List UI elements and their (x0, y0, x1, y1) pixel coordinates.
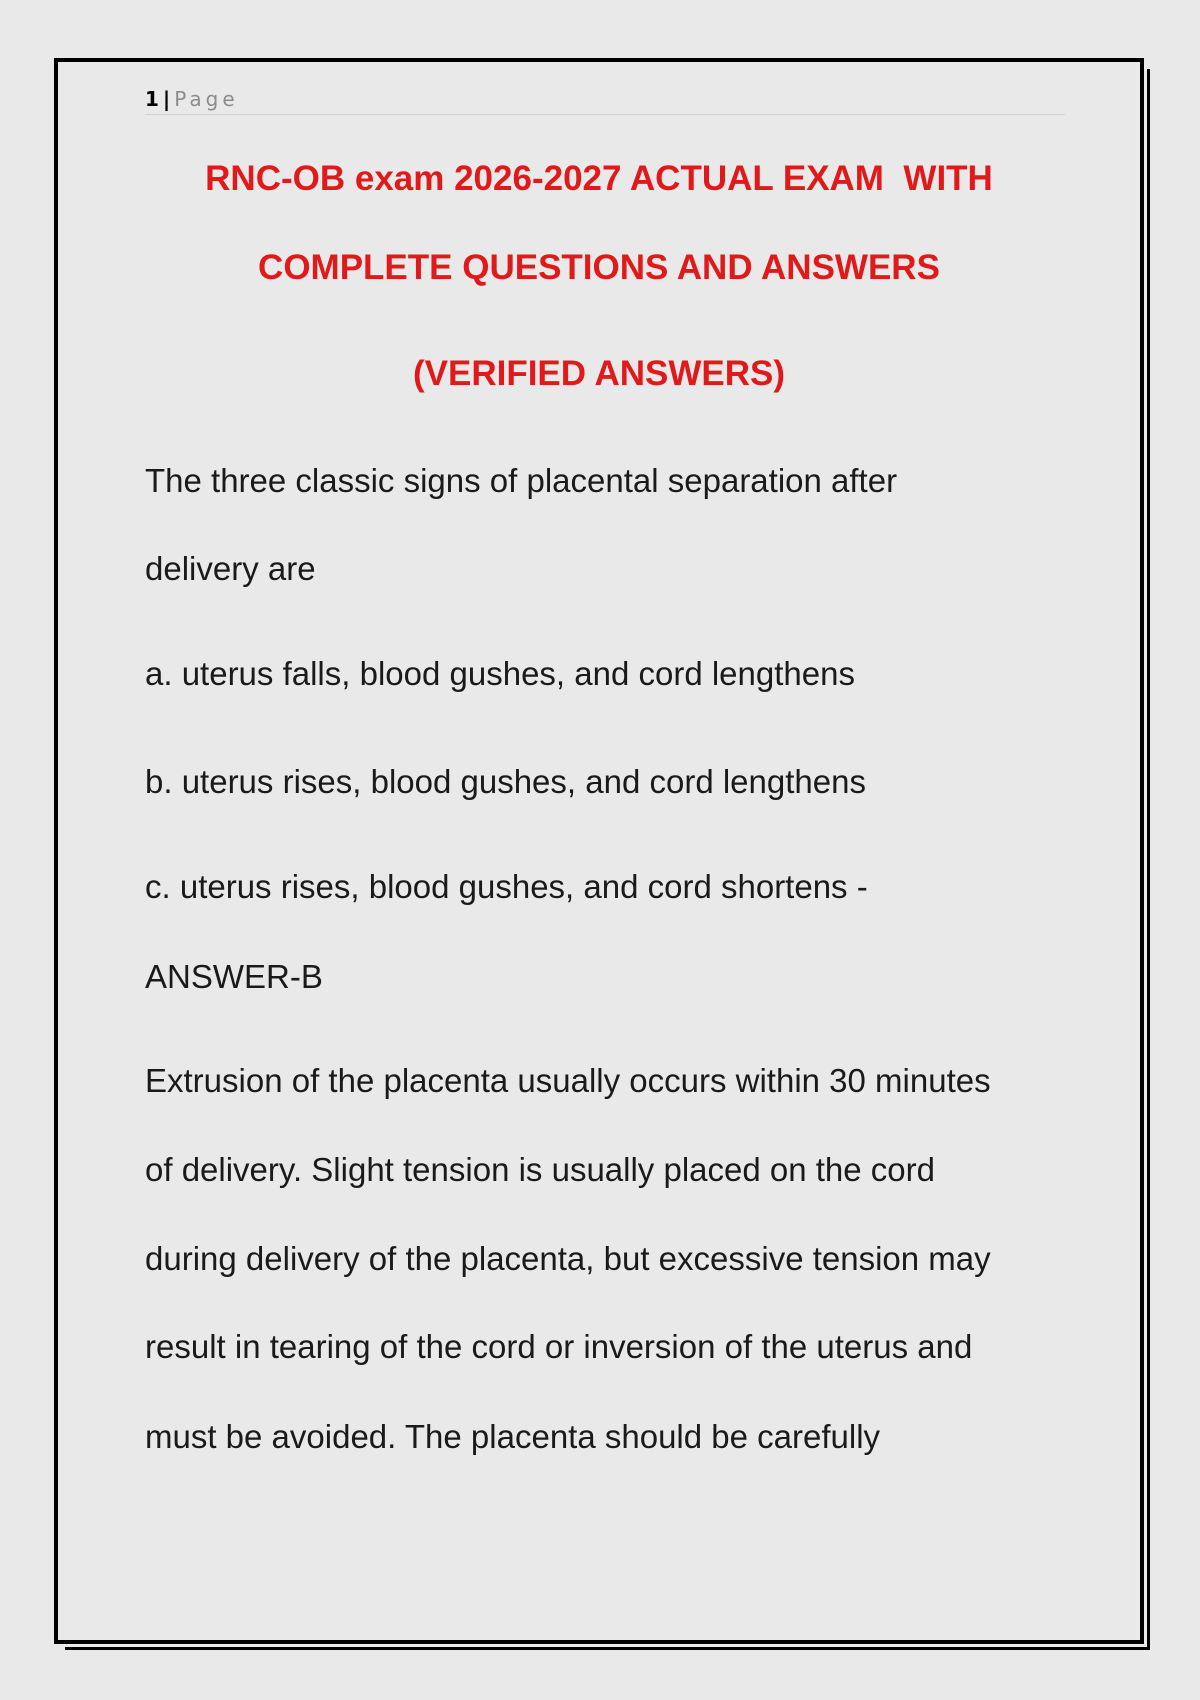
explanation-line-4: result in tearing of the cord or inversion of the uterus and (145, 1328, 973, 1365)
header-separator: | (162, 87, 171, 111)
page-label: Page (174, 87, 239, 111)
document-title-line-2: COMPLETE QUESTIONS AND ANSWERS (258, 248, 940, 287)
page-header (145, 84, 1065, 115)
explanation-line-2: of delivery. Slight tension is usually placed on the cord (145, 1151, 936, 1188)
question-stem-line-1: The three classic signs of placental separation after (145, 462, 898, 499)
answer-label: ANSWER-B (145, 958, 323, 995)
document-title-line-1: RNC-OB exam 2026-2027 ACTUAL EXAM WITH (205, 159, 993, 198)
explanation-line-5: must be avoided. The placenta should be carefully (145, 1418, 881, 1455)
question-stem-line-2: delivery are (145, 550, 316, 587)
option-b: b. uterus rises, blood gushes, and cord lengthens (145, 763, 866, 800)
document-title-line-3: (VERIFIED ANSWERS) (412, 354, 786, 393)
page-number: 1 (145, 87, 159, 111)
explanation-line-3: during delivery of the placenta, but excessive tension may (145, 1240, 991, 1277)
explanation-line-1: Extrusion of the placenta usually occurs within 30 minutes (145, 1062, 991, 1099)
option-a: a. uterus falls, blood gushes, and cord lengthens (145, 655, 855, 692)
option-c: c. uterus rises, blood gushes, and cord shortens - (145, 868, 868, 905)
document-page (54, 58, 1144, 1644)
